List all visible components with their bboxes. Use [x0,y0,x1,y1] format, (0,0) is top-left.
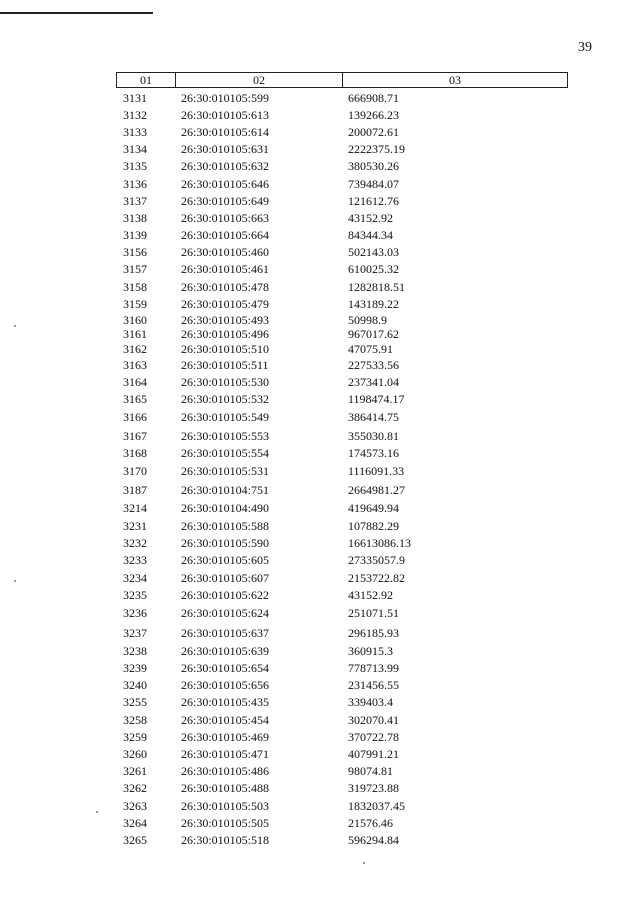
value-cell: 370722.78 [348,729,399,744]
scan-speck [96,811,98,813]
table-row [116,481,568,498]
table-row [116,677,568,694]
value-cell: 967017.62 [348,327,399,342]
value-cell: 1198474.17 [348,392,405,407]
value-cell: 16613086.13 [348,536,411,551]
row-id-cell: 3167 [123,428,147,443]
table-row [116,312,568,327]
row-id-cell: 3159 [123,296,147,311]
value-cell: 419649.94 [348,500,399,515]
cadastral-number-cell: 26:30:010105:486 [181,764,270,779]
header-col-02: 02 [176,73,343,87]
table-row [116,141,568,158]
value-cell: 200072.61 [348,124,399,139]
table-row [116,728,568,745]
cadastral-number-cell: 26:30:010104:490 [181,500,270,515]
cadastral-number-cell: 26:30:010105:554 [181,445,270,460]
scan-speck [14,580,16,582]
table-row [116,831,568,848]
table-row [116,797,568,814]
table-row [116,569,568,586]
value-cell: 407991.21 [348,746,399,761]
cadastral-number-cell: 26:30:010105:510 [181,341,270,356]
value-cell: 319723.88 [348,781,399,796]
row-id-cell: 3233 [123,553,147,568]
table-row [116,498,568,517]
row-id-cell: 3235 [123,587,147,602]
cadastral-number-cell: 26:30:010105:469 [181,729,270,744]
row-id-cell: 3136 [123,176,147,191]
cadastral-number-cell: 26:30:010105:505 [181,815,270,830]
cadastral-number-cell: 26:30:010105:553 [181,428,270,443]
row-id-cell: 3263 [123,798,147,813]
row-id-cell: 3133 [123,124,147,139]
table-row [116,462,568,481]
value-cell: 339403.4 [348,695,393,710]
row-id-cell: 3164 [123,375,147,389]
value-cell: 1282818.51 [348,279,405,294]
value-cell: 360915.3 [348,643,393,658]
cadastral-number-cell: 26:30:010105:646 [181,176,270,191]
value-cell: 174573.16 [348,445,399,460]
cadastral-number-cell: 26:30:010105:590 [181,536,270,551]
row-id-cell: 3139 [123,228,147,243]
value-cell: 739484.07 [348,176,399,191]
cadastral-number-cell: 26:30:010105:663 [181,210,270,225]
value-cell: 1116091.33 [348,464,405,479]
cadastral-number-cell: 26:30:010105:496 [181,327,270,342]
cadastral-number-cell: 26:30:010105:607 [181,570,270,585]
value-cell: 778713.99 [348,661,399,676]
table-row [116,227,568,244]
cadastral-number-cell: 26:30:010105:605 [181,553,270,568]
table-row [116,745,568,762]
row-id-cell: 3170 [123,464,147,479]
cadastral-number-cell: 26:30:010105:649 [181,193,270,208]
table-row [116,694,568,711]
table-row [116,659,568,676]
value-cell: 27335057.9 [348,553,405,568]
cadastral-number-cell: 26:30:010105:530 [181,375,270,389]
row-id-cell: 3265 [123,832,147,847]
value-cell: 47075.91 [348,341,393,356]
table-body [116,89,568,848]
scan-speck [14,325,16,327]
cadastral-number-cell: 26:30:010105:654 [181,661,270,676]
row-id-cell: 3236 [123,606,147,621]
value-cell: 2664981.27 [348,482,405,497]
table-row [116,278,568,295]
value-cell: 610025.32 [348,262,399,277]
value-cell: 596294.84 [348,832,399,847]
row-id-cell: 3163 [123,357,147,372]
value-cell: 43152.92 [348,587,393,602]
row-id-cell: 3160 [123,312,147,327]
row-id-cell: 3260 [123,746,147,761]
row-id-cell: 3166 [123,410,147,425]
value-cell: 2222375.19 [348,142,405,157]
value-cell: 50998.9 [348,312,387,327]
header-col-03: 03 [449,72,461,87]
value-cell: 98074.81 [348,764,393,779]
row-id-cell: 3258 [123,712,147,727]
row-id-cell: 3240 [123,678,147,693]
page-number: 39 [578,40,592,55]
row-id-cell: 3238 [123,643,147,658]
cadastral-number-cell: 26:30:010104:751 [181,482,270,497]
table-row [116,327,568,342]
row-id-cell: 3255 [123,695,147,710]
value-cell: 237341.04 [348,375,399,389]
data-table [116,72,568,848]
table-row [116,603,568,622]
cadastral-number-cell: 26:30:010105:637 [181,625,270,640]
value-cell: 227533.56 [348,357,399,372]
row-id-cell: 3261 [123,764,147,779]
cadastral-number-cell: 26:30:010105:471 [181,746,270,761]
table-row [116,391,568,408]
row-id-cell: 3138 [123,210,147,225]
cadastral-number-cell: 26:30:010105:460 [181,245,270,260]
row-id-cell: 3232 [123,536,147,551]
row-id-cell: 3135 [123,159,147,174]
scan-speck [363,862,365,864]
table-row [116,763,568,780]
cadastral-number-cell: 26:30:010105:613 [181,107,270,122]
row-id-cell: 3132 [123,107,147,122]
cadastral-number-cell: 26:30:010105:639 [181,643,270,658]
value-cell: 43152.92 [348,210,393,225]
cadastral-number-cell: 26:30:010105:532 [181,392,270,407]
table-row [116,780,568,797]
value-cell: 251071.51 [348,606,399,621]
table-row [116,106,568,123]
table-row [116,175,568,192]
value-cell: 143189.22 [348,296,399,311]
cadastral-number-cell: 26:30:010105:656 [181,678,270,693]
table-row [116,89,568,106]
row-id-cell: 3156 [123,245,147,260]
value-cell: 355030.81 [348,428,399,443]
table-row [116,623,568,642]
value-cell: 231456.55 [348,678,399,693]
row-id-cell: 3237 [123,625,147,640]
value-cell: 84344.34 [348,228,393,243]
top-rule [0,12,153,14]
cadastral-number-cell: 26:30:010105:435 [181,695,270,710]
row-id-cell: 3131 [123,90,147,105]
cadastral-number-cell: 26:30:010105:588 [181,519,270,534]
row-id-cell: 3137 [123,193,147,208]
cadastral-number-cell: 26:30:010105:488 [181,781,270,796]
cadastral-number-cell: 26:30:010105:518 [181,832,270,847]
row-id-cell: 3239 [123,661,147,676]
cadastral-number-cell: 26:30:010105:624 [181,606,270,621]
cadastral-number-cell: 26:30:010105:493 [181,312,270,327]
value-cell: 139266.23 [348,107,399,122]
row-id-cell: 3214 [123,500,147,515]
cadastral-number-cell: 26:30:010105:478 [181,279,270,294]
table-row [116,342,568,357]
row-id-cell: 3264 [123,815,147,830]
cadastral-number-cell: 26:30:010105:631 [181,142,270,157]
table-row [116,356,568,373]
value-cell: 107882.29 [348,519,399,534]
cadastral-number-cell: 26:30:010105:599 [181,90,270,105]
table-row [116,192,568,209]
table-row [116,123,568,140]
table-row [116,295,568,312]
table-row [116,711,568,728]
value-cell: 502143.03 [348,245,399,260]
table-header [116,72,568,88]
cadastral-number-cell: 26:30:010105:622 [181,587,270,602]
row-id-cell: 3165 [123,392,147,407]
table-row [116,552,568,569]
row-id-cell: 3168 [123,445,147,460]
table-row [116,373,568,390]
cadastral-number-cell: 26:30:010105:664 [181,228,270,243]
value-cell: 666908.71 [348,90,399,105]
row-id-cell: 3231 [123,519,147,534]
table-row [116,244,568,261]
row-id-cell: 3262 [123,781,147,796]
cadastral-number-cell: 26:30:010105:531 [181,464,270,479]
cadastral-number-cell: 26:30:010105:461 [181,262,270,277]
cadastral-number-cell: 26:30:010105:511 [181,357,269,372]
table-row [116,209,568,226]
value-cell: 380530.26 [348,159,399,174]
cadastral-number-cell: 26:30:010105:454 [181,712,270,727]
row-id-cell: 3157 [123,262,147,277]
row-id-cell: 3259 [123,729,147,744]
table-row [116,642,568,659]
table-row [116,586,568,603]
cadastral-number-cell: 26:30:010105:549 [181,410,270,425]
cadastral-number-cell: 26:30:010105:479 [181,296,270,311]
row-id-cell: 3158 [123,279,147,294]
value-cell: 21576.46 [348,815,393,830]
value-cell: 386414.75 [348,410,399,425]
value-cell: 296185.93 [348,625,399,640]
table-row [116,408,568,427]
table-row [116,444,568,461]
cadastral-number-cell: 26:30:010105:632 [181,159,270,174]
cadastral-number-cell: 26:30:010105:503 [181,798,270,813]
table-row [116,261,568,278]
table-row [116,814,568,831]
value-cell: 2153722.82 [348,570,405,585]
row-id-cell: 3134 [123,142,147,157]
cadastral-number-cell: 26:30:010105:614 [181,124,270,139]
row-id-cell: 3161 [123,327,147,342]
value-cell: 1832037.45 [348,798,405,813]
table-row [116,518,568,535]
value-cell: 121612.76 [348,193,399,208]
row-id-cell: 3162 [123,341,147,356]
table-row [116,535,568,552]
table-row [116,158,568,175]
value-cell: 302070.41 [348,712,399,727]
table-row [116,427,568,444]
row-id-cell: 3234 [123,570,147,585]
row-id-cell: 3187 [123,482,147,497]
header-col-01: 01 [117,73,176,87]
